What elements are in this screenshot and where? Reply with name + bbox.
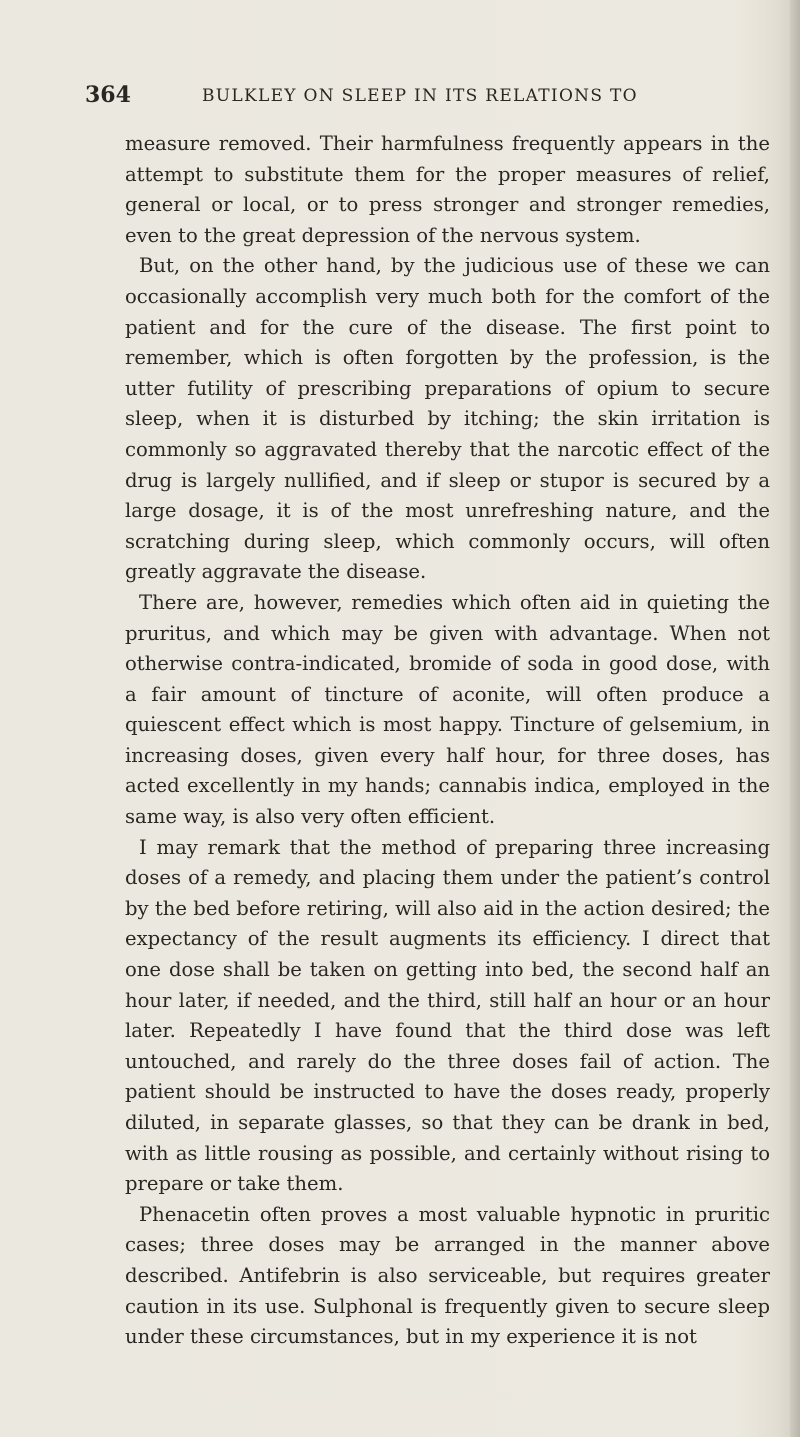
running-title: BULKLEY ON SLEEP IN ITS RELATIONS TO	[202, 86, 638, 106]
page-edge-shadow	[790, 0, 800, 1437]
paragraph-4: I may remark that the method of preparing three increasing doses of a remedy, and placing them under the patient’s control by the bed before retiring, will also aid in the action desired; the expectancy of the result augments its efficiency. I direct that one dose shall be taken on getting into bed, the second half an hour later, if needed, and the third, still half an hour or an hour later. Repeatedly I have found that the third dose was left untouched, and rarely do the three doses fail of action. The patient should be instructed to have the doses ready, properly diluted, in separate glasses, so that they can be drank in bed, with as little rousing as possible, and certainly without rising to prepare or take them.	[125, 835, 770, 1196]
paragraph-3: There are, however, remedies which often aid in quieting the pruritus, and which may be given with advantage. When not otherwise contra-indicated, bromide of soda in good dose, with a fair amount of tincture of aconite, will often produce a quiescent effect which is most happy. Tincture of gelsemium, in increasing doses, given every half hour, for three doses, has acted excellently in my hands; cannabis indica, employed in the same way, is also very often efficient.	[125, 590, 770, 829]
page-header	[85, 82, 725, 116]
paragraph-2: But, on the other hand, by the judicious use of these we can occasionally accomplish very much both for the comfort of the patient and for the cure of the disease. The first point to remember, which is often forgotten by the profession, is the utter futility of prescribing preparations of opium to secure sleep, when it is disturbed by itching; the skin irritation is commonly so aggravated thereby that the narcotic effect of the drug is largely nullified, and if sleep or stupor is secured by a large dosage, it is of the most unrefreshing nature, and the scratching during sleep, which commonly occurs, will often greatly aggravate the disease.	[125, 254, 770, 584]
paragraph-5: Phenacetin often proves a most valuable hypnotic in pruritic cases; three doses may be arranged in the manner above described. Antifebrin is also serviceable, but requires greater caution in its use. Sulphonal is frequently given to secure sleep under these circumstances, but in my experience it is not	[125, 1202, 770, 1349]
paragraph-1: measure removed. Their harmfulness frequently appears in the attempt to substitute them for the proper measures of relief, general or local, or to press stronger and stronger remedies, even to the great depression of the nervous system.	[125, 132, 770, 247]
page-number: 364	[85, 82, 131, 108]
body-text	[125, 129, 770, 1353]
